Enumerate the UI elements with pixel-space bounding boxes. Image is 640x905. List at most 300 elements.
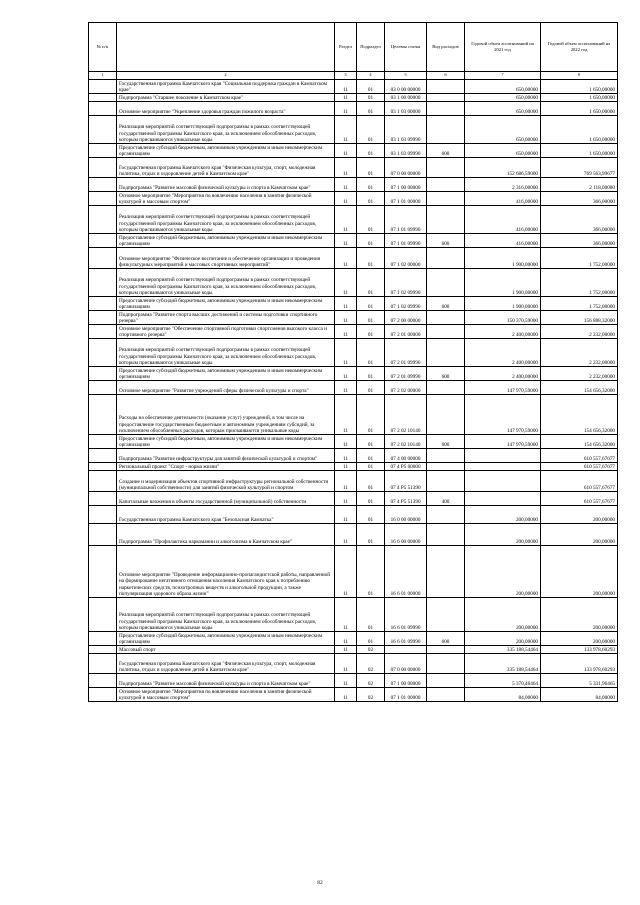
- cell-podrazdel: 01: [357, 248, 385, 269]
- cell-podrazdel: 01: [357, 524, 385, 546]
- table-body: [89, 80, 618, 702]
- cell-volume-2021: 335 188,54464: [465, 646, 541, 654]
- cell-volume-2021: 1 900,00000: [465, 269, 541, 297]
- column-index: 6: [427, 72, 465, 80]
- cell-target-article: 07 1 02 00000: [385, 248, 427, 269]
- cell-number: [89, 546, 117, 598]
- cell-volume-2021: 147 970,59000: [465, 395, 541, 435]
- cell-razdel: 11: [335, 632, 357, 646]
- cell-name: Реализация мероприятий соответствующей подпрограммы в рамках соответствующей государственной программы Камчатского края, за исключением обособленных расходов, которым присваиваются уникальные коды: [117, 206, 335, 234]
- cell-razdel: 11: [335, 598, 357, 632]
- cell-razdel: 11: [335, 297, 357, 311]
- cell-target-article: 07 2 01 09990: [385, 367, 427, 381]
- column-index: 8: [541, 72, 618, 80]
- cell-expense-type: [427, 311, 465, 325]
- cell-name: Реализация мероприятий соответствующей подпрограммы в рамках соответствующей государственной программы Камчатского края, за исключением обособленных расходов, которым присваиваются уникальные коды: [117, 269, 335, 297]
- budget-table-sheet: [88, 22, 617, 702]
- cell-podrazdel: 01: [357, 367, 385, 381]
- cell-expense-type: 600: [427, 144, 465, 158]
- cell-volume-2021: 200,00000: [465, 632, 541, 646]
- cell-name: Основное мероприятие "Мероприятия по вовлечению населения в занятия физической культурой и массовым спортом": [117, 688, 335, 702]
- header-podrazdel: Подраздел: [357, 23, 385, 72]
- cell-volume-2022: 366,00000: [541, 192, 618, 206]
- cell-volume-2022: 2 118,00000: [541, 178, 618, 192]
- cell-podrazdel: 01: [357, 102, 385, 116]
- cell-number: [89, 178, 117, 192]
- cell-number: [89, 471, 117, 492]
- cell-target-article: 07 2 02 10140: [385, 435, 427, 449]
- cell-name: Подпрограмма "Развитие инфраструктуры для занятий физической культурой и спортом": [117, 449, 335, 463]
- table-row: [89, 381, 618, 395]
- cell-target-article: 07 1 00 00000: [385, 674, 427, 688]
- cell-volume-2021: [465, 492, 541, 506]
- cell-volume-2022: 610 557,67677: [541, 449, 618, 463]
- table-row: [89, 206, 618, 234]
- cell-razdel: 11: [335, 248, 357, 269]
- cell-name: Государственная программа Камчатского края "Физическая культура, спорт, молодежная политика, отдых и оздоровление детей в Камчатском крае": [117, 158, 335, 178]
- cell-number: [89, 395, 117, 435]
- cell-podrazdel: 01: [357, 297, 385, 311]
- cell-target-article: 07 2 02 10140: [385, 395, 427, 435]
- cell-volume-2022: 156 888,32000: [541, 311, 618, 325]
- cell-podrazdel: 01: [357, 492, 385, 506]
- column-index: 3: [335, 72, 357, 80]
- cell-volume-2022: 154 656,32000: [541, 381, 618, 395]
- table-row: [89, 269, 618, 297]
- column-index: 7: [465, 72, 541, 80]
- cell-volume-2022: 1 752,00000: [541, 248, 618, 269]
- cell-target-article: 07 4 00 00000: [385, 449, 427, 463]
- cell-expense-type: 600: [427, 234, 465, 248]
- cell-volume-2021: 200,00000: [465, 524, 541, 546]
- cell-expense-type: [427, 546, 465, 598]
- cell-expense-type: [427, 463, 465, 471]
- cell-podrazdel: 01: [357, 325, 385, 339]
- cell-target-article: 07 1 01 09990: [385, 234, 427, 248]
- table-row: [89, 325, 618, 339]
- cell-target-article: 03 0 00 00000: [385, 80, 427, 94]
- cell-volume-2022: 200,00000: [541, 524, 618, 546]
- cell-razdel: 11: [335, 463, 357, 471]
- cell-number: [89, 524, 117, 546]
- table-row: [89, 192, 618, 206]
- cell-podrazdel: 01: [357, 178, 385, 192]
- cell-expense-type: [427, 471, 465, 492]
- cell-target-article: 03 1 03 09990: [385, 116, 427, 144]
- table-row: [89, 674, 618, 688]
- table-row: [89, 463, 618, 471]
- cell-number: [89, 435, 117, 449]
- cell-expense-type: [427, 339, 465, 367]
- column-index: 2: [117, 72, 335, 80]
- cell-name: Предоставление субсидий бюджетным, автономным учреждениям и иным некоммерческим организациям: [117, 144, 335, 158]
- cell-razdel: 11: [335, 654, 357, 674]
- header-num: № п/п: [89, 23, 117, 72]
- table-row: [89, 654, 618, 674]
- cell-expense-type: [427, 102, 465, 116]
- cell-name: Реализация мероприятий соответствующей подпрограммы в рамках соответствующей государственной программы Камчатского края, за исключением обособленных расходов, которым присваиваются уникальные коды: [117, 598, 335, 632]
- cell-volume-2022: 610 557,67677: [541, 463, 618, 471]
- cell-name: Основное мероприятие "Физическое воспитание и обеспечение организации и проведения физкультурных мероприятий и массовых спортивных мероприятий": [117, 248, 335, 269]
- cell-expense-type: [427, 80, 465, 94]
- header-expense-type: Вид расходов: [427, 23, 465, 72]
- cell-target-article: 16 0 00 00000: [385, 506, 427, 524]
- table-row: [89, 546, 618, 598]
- cell-volume-2022: 5 331,96465: [541, 674, 618, 688]
- cell-podrazdel: 01: [357, 269, 385, 297]
- cell-number: [89, 158, 117, 178]
- cell-target-article: 07 1 02 09990: [385, 269, 427, 297]
- cell-name: Предоставление субсидий бюджетным, автономным учреждениям и иным некоммерческим организациям: [117, 632, 335, 646]
- cell-target-article: [385, 646, 427, 654]
- cell-podrazdel: 02: [357, 674, 385, 688]
- cell-razdel: 11: [335, 144, 357, 158]
- cell-volume-2021: 2 400,00000: [465, 325, 541, 339]
- table-row: [89, 471, 618, 492]
- cell-name: Реализация мероприятий соответствующей подпрограммы в рамках соответствующей государственной программы Камчатского края, за исключением обособленных расходов, которым присваиваются уникальные коды: [117, 116, 335, 144]
- table-row: [89, 506, 618, 524]
- cell-volume-2021: 650,00000: [465, 94, 541, 102]
- cell-volume-2022: 2 232,00000: [541, 339, 618, 367]
- cell-name: Массовый спорт: [117, 646, 335, 654]
- cell-expense-type: 600: [427, 297, 465, 311]
- cell-expense-type: [427, 688, 465, 702]
- cell-volume-2021: 650,00000: [465, 116, 541, 144]
- cell-name: Расходы на обеспечение деятельности (оказание услуг) учреждений, в том числе на предоставление государственным бюджетным и автономным учреждениям субсидий, за исключением обособленных расходов, которым присваиваются уникальные коды: [117, 395, 335, 435]
- cell-number: [89, 116, 117, 144]
- cell-volume-2021: 2 316,00000: [465, 178, 541, 192]
- cell-target-article: 07 2 00 00000: [385, 311, 427, 325]
- cell-razdel: 11: [335, 192, 357, 206]
- table-row: [89, 80, 618, 94]
- cell-target-article: 07 2 01 09990: [385, 339, 427, 367]
- cell-target-article: 07 4 P5 00000: [385, 463, 427, 471]
- cell-razdel: 11: [335, 524, 357, 546]
- cell-volume-2021: [465, 449, 541, 463]
- cell-name: Подпрограмма "Развитие массовой физической культуры и спорта в Камчатском крае": [117, 178, 335, 192]
- cell-volume-2021: 200,00000: [465, 598, 541, 632]
- cell-podrazdel: 01: [357, 632, 385, 646]
- cell-number: [89, 688, 117, 702]
- cell-razdel: 11: [335, 492, 357, 506]
- page-number: 82: [317, 880, 323, 886]
- cell-expense-type: [427, 158, 465, 178]
- cell-razdel: 11: [335, 471, 357, 492]
- cell-name: Основное мероприятие "Проведение информационно-пропагандистской работы, направленной на формирование негативного отношения населения Камчатского края к потреблению наркотических средств, психотропных веществ и алкогольной продукции, а также популяризация здорового образа жизни": [117, 546, 335, 598]
- cell-name: Основное мероприятие "Развитие учреждений сферы физической культуры и спорта": [117, 381, 335, 395]
- cell-name: Создание и модернизация объектов спортивной инфраструктуры региональной собственности (муниципальной собственности) для занятий физической культурой и спортом: [117, 471, 335, 492]
- cell-podrazdel: 01: [357, 546, 385, 598]
- cell-expense-type: [427, 674, 465, 688]
- cell-podrazdel: 02: [357, 654, 385, 674]
- cell-volume-2022: 2 232,00000: [541, 325, 618, 339]
- table-row: [89, 492, 618, 506]
- cell-volume-2021: 200,00000: [465, 506, 541, 524]
- cell-name: Государственная программа Камчатского края "Социальная поддержка граждан в Камчатском крае": [117, 80, 335, 94]
- cell-name: Региональный проект "Спорт - норма жизни": [117, 463, 335, 471]
- cell-volume-2022: 1 650,00000: [541, 116, 618, 144]
- cell-expense-type: [427, 206, 465, 234]
- cell-expense-type: [427, 116, 465, 144]
- table-row: [89, 524, 618, 546]
- table-row: [89, 339, 618, 367]
- cell-volume-2022: 154 656,32000: [541, 395, 618, 435]
- cell-name: Капитальные вложения в объекты государственной (муниципальной) собственности: [117, 492, 335, 506]
- cell-volume-2022: 200,00000: [541, 546, 618, 598]
- cell-volume-2021: 152 686,59000: [465, 158, 541, 178]
- cell-volume-2021: 1 900,00000: [465, 248, 541, 269]
- table-row: [89, 234, 618, 248]
- cell-volume-2021: 84,00000: [465, 688, 541, 702]
- table-row: [89, 395, 618, 435]
- cell-number: [89, 632, 117, 646]
- cell-target-article: 07 0 00 00000: [385, 654, 427, 674]
- header-razdel: Раздел: [335, 23, 357, 72]
- cell-number: [89, 598, 117, 632]
- cell-podrazdel: 01: [357, 435, 385, 449]
- table-row: [89, 158, 618, 178]
- cell-expense-type: [427, 94, 465, 102]
- cell-expense-type: [427, 178, 465, 192]
- header-target-article: Целевая статья: [385, 23, 427, 72]
- cell-target-article: 16 6 01 09990: [385, 598, 427, 632]
- cell-volume-2021: 5 370,46464: [465, 674, 541, 688]
- cell-volume-2021: 147 970,59000: [465, 435, 541, 449]
- cell-podrazdel: 01: [357, 381, 385, 395]
- cell-expense-type: [427, 269, 465, 297]
- cell-number: [89, 646, 117, 654]
- cell-volume-2021: 650,00000: [465, 80, 541, 94]
- cell-target-article: 07 1 01 00000: [385, 192, 427, 206]
- cell-podrazdel: 01: [357, 471, 385, 492]
- cell-name: Государственная программа Камчатского края "Физическая культура, спорт, молодежная политика, отдых и оздоровление детей в Камчатском крае": [117, 654, 335, 674]
- cell-podrazdel: 01: [357, 94, 385, 102]
- cell-number: [89, 94, 117, 102]
- cell-podrazdel: 01: [357, 192, 385, 206]
- cell-expense-type: 600: [427, 367, 465, 381]
- column-index: 4: [357, 72, 385, 80]
- cell-razdel: 11: [335, 116, 357, 144]
- table-row: [89, 102, 618, 116]
- table-row: [89, 248, 618, 269]
- cell-podrazdel: 01: [357, 311, 385, 325]
- cell-volume-2022: 133 978,60293: [541, 654, 618, 674]
- cell-razdel: 11: [335, 506, 357, 524]
- cell-volume-2021: 147 970,59000: [465, 381, 541, 395]
- cell-volume-2022: 1 650,00000: [541, 94, 618, 102]
- cell-number: [89, 144, 117, 158]
- cell-volume-2021: [465, 463, 541, 471]
- cell-target-article: 03 1 03 09990: [385, 144, 427, 158]
- cell-volume-2022: 366,00000: [541, 206, 618, 234]
- header-volume-2021: Годовой объем ассигнований на 2021 год: [465, 23, 541, 72]
- table-row: [89, 94, 618, 102]
- column-index-row: [89, 72, 618, 80]
- cell-volume-2022: 2 232,00000: [541, 367, 618, 381]
- cell-razdel: 11: [335, 646, 357, 654]
- cell-volume-2021: 335 188,54464: [465, 654, 541, 674]
- column-index: 5: [385, 72, 427, 80]
- cell-expense-type: [427, 381, 465, 395]
- cell-volume-2022: 610 557,67677: [541, 471, 618, 492]
- cell-podrazdel: 01: [357, 598, 385, 632]
- cell-volume-2022: 133 978,60293: [541, 646, 618, 654]
- cell-expense-type: 600: [427, 632, 465, 646]
- cell-expense-type: 400: [427, 492, 465, 506]
- cell-volume-2021: 2 400,00000: [465, 367, 541, 381]
- cell-volume-2022: 200,00000: [541, 632, 618, 646]
- column-index: 1: [89, 72, 117, 80]
- cell-podrazdel: 01: [357, 395, 385, 435]
- cell-volume-2022: 200,00000: [541, 506, 618, 524]
- cell-volume-2021: 650,00000: [465, 144, 541, 158]
- cell-expense-type: [427, 598, 465, 632]
- cell-target-article: 03 1 03 00000: [385, 102, 427, 116]
- cell-target-article: 07 1 01 00000: [385, 688, 427, 702]
- cell-number: [89, 463, 117, 471]
- header-volume-2022: Годовой объем ассигнований на 2022 год: [541, 23, 618, 72]
- table-row: [89, 632, 618, 646]
- table-row: [89, 688, 618, 702]
- cell-expense-type: [427, 524, 465, 546]
- cell-razdel: 11: [335, 80, 357, 94]
- cell-target-article: 16 6 01 09990: [385, 632, 427, 646]
- cell-number: [89, 248, 117, 269]
- cell-name: Подпрограмма "Профилактика наркомании и алкоголизма в Камчатском крае": [117, 524, 335, 546]
- cell-podrazdel: 01: [357, 234, 385, 248]
- cell-volume-2021: 416,00000: [465, 234, 541, 248]
- cell-number: [89, 192, 117, 206]
- table-row: [89, 116, 618, 144]
- cell-podrazdel: 01: [357, 449, 385, 463]
- cell-podrazdel: 01: [357, 80, 385, 94]
- cell-volume-2021: 150 370,59000: [465, 311, 541, 325]
- cell-razdel: 11: [335, 546, 357, 598]
- cell-target-article: 07 4 P5 51390: [385, 471, 427, 492]
- cell-target-article: 07 1 00 00000: [385, 178, 427, 192]
- cell-razdel: 11: [335, 158, 357, 178]
- cell-number: [89, 311, 117, 325]
- cell-number: [89, 506, 117, 524]
- cell-razdel: 11: [335, 311, 357, 325]
- cell-podrazdel: 01: [357, 339, 385, 367]
- cell-volume-2021: 416,00000: [465, 192, 541, 206]
- cell-podrazdel: 01: [357, 116, 385, 144]
- cell-name: Предоставление субсидий бюджетным, автономным учреждениям и иным некоммерческим организациям: [117, 234, 335, 248]
- cell-target-article: 07 1 01 09990: [385, 206, 427, 234]
- cell-target-article: 07 2 01 00000: [385, 325, 427, 339]
- cell-target-article: 03 1 00 00000: [385, 94, 427, 102]
- cell-volume-2021: 2 400,00000: [465, 339, 541, 367]
- cell-name: Основное мероприятие "Обеспечение спортивной подготовки спортсменов высокого класса и спортивного резерва": [117, 325, 335, 339]
- cell-expense-type: [427, 654, 465, 674]
- cell-name: Основное мероприятие "Укрепление здоровья граждан пожилого возраста": [117, 102, 335, 116]
- cell-razdel: 11: [335, 269, 357, 297]
- cell-name: Основное мероприятие "Мероприятия по вовлечению населения в занятия физической культурой и массовым спортом": [117, 192, 335, 206]
- cell-volume-2021: [465, 471, 541, 492]
- cell-volume-2022: 200,00000: [541, 598, 618, 632]
- table-row: [89, 449, 618, 463]
- cell-podrazdel: 01: [357, 463, 385, 471]
- cell-number: [89, 206, 117, 234]
- cell-number: [89, 325, 117, 339]
- cell-volume-2021: 200,00000: [465, 546, 541, 598]
- cell-number: [89, 674, 117, 688]
- cell-target-article: 07 2 02 00000: [385, 381, 427, 395]
- table-row: [89, 646, 618, 654]
- cell-expense-type: [427, 325, 465, 339]
- cell-razdel: 11: [335, 325, 357, 339]
- cell-podrazdel: 01: [357, 158, 385, 178]
- header-name: [117, 23, 335, 72]
- cell-volume-2022: 1 650,00000: [541, 80, 618, 94]
- cell-volume-2021: 650,00000: [465, 102, 541, 116]
- cell-volume-2022: 1 650,00000: [541, 102, 618, 116]
- cell-razdel: 11: [335, 102, 357, 116]
- cell-razdel: 11: [335, 435, 357, 449]
- cell-volume-2022: 84,00000: [541, 688, 618, 702]
- cell-number: [89, 297, 117, 311]
- cell-podrazdel: 01: [357, 206, 385, 234]
- cell-razdel: 11: [335, 367, 357, 381]
- cell-target-article: 16 6 00 00000: [385, 524, 427, 546]
- cell-volume-2022: 1 752,00000: [541, 269, 618, 297]
- cell-target-article: 07 1 02 09990: [385, 297, 427, 311]
- cell-number: [89, 654, 117, 674]
- cell-expense-type: 600: [427, 435, 465, 449]
- cell-number: [89, 449, 117, 463]
- cell-expense-type: [427, 395, 465, 435]
- cell-volume-2022: 1 650,00000: [541, 144, 618, 158]
- cell-name: Реализация мероприятий соответствующей подпрограммы в рамках соответствующей государственной программы Камчатского края, за исключением обособленных расходов, которым присваиваются уникальные коды: [117, 339, 335, 367]
- cell-number: [89, 339, 117, 367]
- cell-razdel: 11: [335, 674, 357, 688]
- cell-razdel: 11: [335, 94, 357, 102]
- cell-name: Государственная программа Камчатского края "Безопасная Камчатка": [117, 506, 335, 524]
- cell-expense-type: [427, 449, 465, 463]
- cell-number: [89, 367, 117, 381]
- cell-number: [89, 102, 117, 116]
- cell-podrazdel: 02: [357, 688, 385, 702]
- cell-number: [89, 381, 117, 395]
- cell-name: Предоставление субсидий бюджетным, автономным учреждениям и иным некоммерческим организациям: [117, 297, 335, 311]
- cell-expense-type: [427, 248, 465, 269]
- header-row: [89, 23, 618, 72]
- budget-table: [88, 22, 618, 702]
- table-row: [89, 178, 618, 192]
- cell-volume-2022: 769 563,99677: [541, 158, 618, 178]
- cell-razdel: 11: [335, 449, 357, 463]
- cell-podrazdel: 02: [357, 646, 385, 654]
- table-row: [89, 598, 618, 632]
- cell-volume-2021: 1 900,00000: [465, 297, 541, 311]
- cell-razdel: 11: [335, 381, 357, 395]
- cell-volume-2022: 1 752,00000: [541, 297, 618, 311]
- cell-volume-2021: 416,00000: [465, 206, 541, 234]
- cell-number: [89, 234, 117, 248]
- cell-volume-2022: 610 557,67677: [541, 492, 618, 506]
- table-row: [89, 311, 618, 325]
- cell-expense-type: [427, 646, 465, 654]
- cell-razdel: 11: [335, 178, 357, 192]
- cell-razdel: 11: [335, 688, 357, 702]
- cell-number: [89, 492, 117, 506]
- cell-podrazdel: 01: [357, 506, 385, 524]
- cell-razdel: 11: [335, 206, 357, 234]
- table-row: [89, 144, 618, 158]
- cell-name: Предоставление субсидий бюджетным, автономным учреждениям и иным некоммерческим организациям: [117, 435, 335, 449]
- cell-number: [89, 269, 117, 297]
